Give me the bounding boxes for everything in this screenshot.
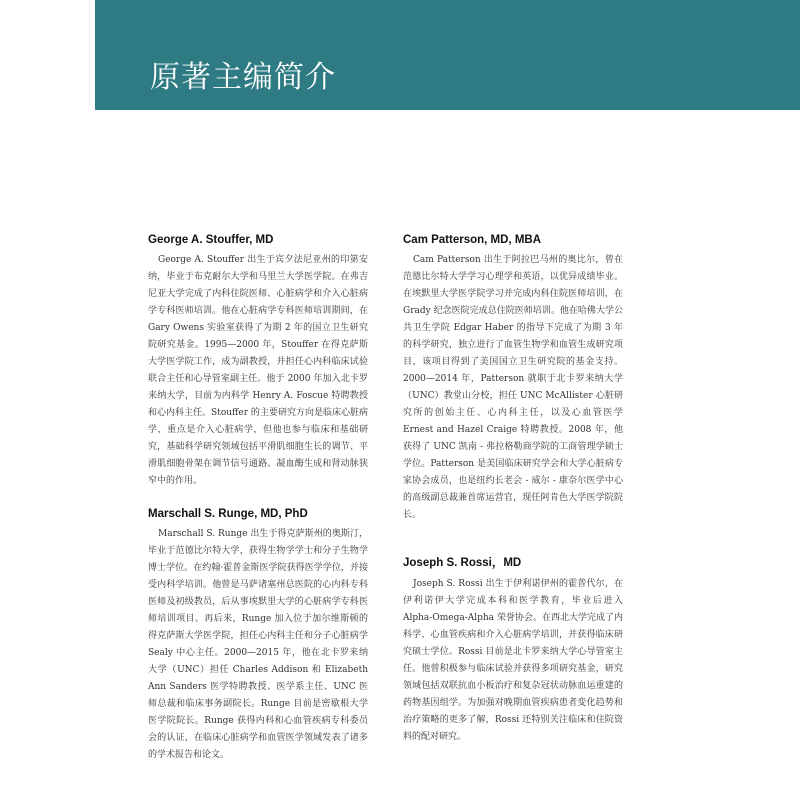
editor-section-rossi	[403, 554, 623, 746]
page-title: 原著主编简介	[150, 60, 336, 95]
editor-bio: George A. Stouffer 出生于宾夕法尼亚州的印第安纳，毕业于布克耐尔大学和马里兰大学医学院。在弗吉尼亚大学完成了内科住院医师、心脏病学和介入心脏病学专科医师培训。他在心脏病学专科医师培训期间，在 Gary Owens 实验室获得了为期 2 年的国立卫生研究院研究基金。1995—2000 年，Stouffer 在得克萨斯大学医学院工作，成为副教授，并担任心内科临床试验联合主任和心导管室副主任。他于 2000 年加入北卡罗来纳大学，目前为内科学 Henry A. Foscue 特聘教授和心内科主任。Stouffer 的主要研究方向是临床心脏病学，重点是介入心脏病学，但他也参与临床和基础研究，基础科学研究领域包括平滑肌细胞生长的调节、平滑肌细胞骨架在调节信号通路、凝血酶生成和肾动脉狭窄中的作用。	[148, 255, 368, 486]
editor-section-patterson	[403, 234, 623, 524]
editor-name: Cam Patterson, MD, MBA	[403, 234, 542, 246]
editor-section-stouffer	[148, 234, 368, 490]
editor-name: George A. Stouffer, MD	[148, 234, 274, 246]
editor-bio: Cam Patterson 出生于阿拉巴马州的奥比尔，曾在范德比尔特大学学习心理学和英语，以优异成绩毕业。在埃默里大学医学院学习并完成内科住院医师培训，在 Grady 纪念医院完成总住院医师培训。他在哈佛大学公共卫生学院 Edgar Haber 的指导下完成了为期 3 年的科学研究，独立进行了血管生物学和血管生成研究项目，该项目得到了美国国立卫生研究院的基金支持。2000—2014 年，Patterson 就职于北卡罗来纳大学（UNC）教堂山分校，担任 UNC McAllister 心脏研究所的创始主任、心内科主任，以及心血管医学 Ernest and Hazel Craige 特聘教授。2008 年，他获得了 UNC 凯南 - 弗拉格勒商学院的工商管理学硕士学位。Patterson 是美国临床研究学会和大学心脏病专家协会成员，也是纽约长老会 - 威尔 - 康奈尔医学中心的高级副总裁兼首席运营官，现任阿肯色大学医学院院长。	[403, 255, 623, 520]
editor-name: Marschall S. Runge, MD, PhD	[148, 508, 308, 520]
editor-name: Joseph S. Rossi，MD	[403, 557, 522, 569]
left-column	[148, 234, 368, 764]
editor-section-runge	[148, 508, 368, 764]
right-column	[403, 234, 623, 746]
editor-bio: Marschall S. Runge 出生于得克萨斯州的奥斯汀，毕业于范德比尔特大学，获得生物学学士和分子生物学博士学位。在约翰·霍普金斯医学院获得医学学位，并接受内科学培训。他曾是马萨诸塞州总医院的心内科专科医师及初级教员，后从事埃默里大学的心脏病学专科医师培训项目。再后来，Runge 加入位于加尔维斯顿的得克萨斯大学医学院，担任心内科主任和分子心脏病学 Sealy 中心主任。2000—2015 年，他在北卡罗来纳大学（UNC）担任 Charles Addison 和 Elizabeth Ann Sanders 医学特聘教授、医学系主任、UNC 医师总裁和临床事务副院长。Runge 目前是密歇根大学医学院院长。Runge 获得内科和心血管疾病专科委员会的认证，在临床心脏病学和血管医学领域发表了诸多的学术报告和论文。	[148, 529, 368, 760]
editor-bio: Joseph S. Rossi 出生于伊利诺伊州的霍普代尔，在伊利诺伊大学完成本科和医学教育，毕业后进入 Alpha-Omega-Alpha 荣誉协会。在西北大学完成了内科学、心血管疾病和介入心脏病学培训，并获得临床研究硕士学位。Rossi 目前是北卡罗来纳大学心导管室主任。他曾积极参与临床试验并获得多项研究基金，研究领域包括双联抗血小板治疗和复杂冠状动脉血运重建的药物基因组学。为加强对晚期血管疾病患者变化趋势和治疗策略的更多了解，Rossi 还特别关注临床和住院资料的配对研究。	[403, 579, 623, 742]
